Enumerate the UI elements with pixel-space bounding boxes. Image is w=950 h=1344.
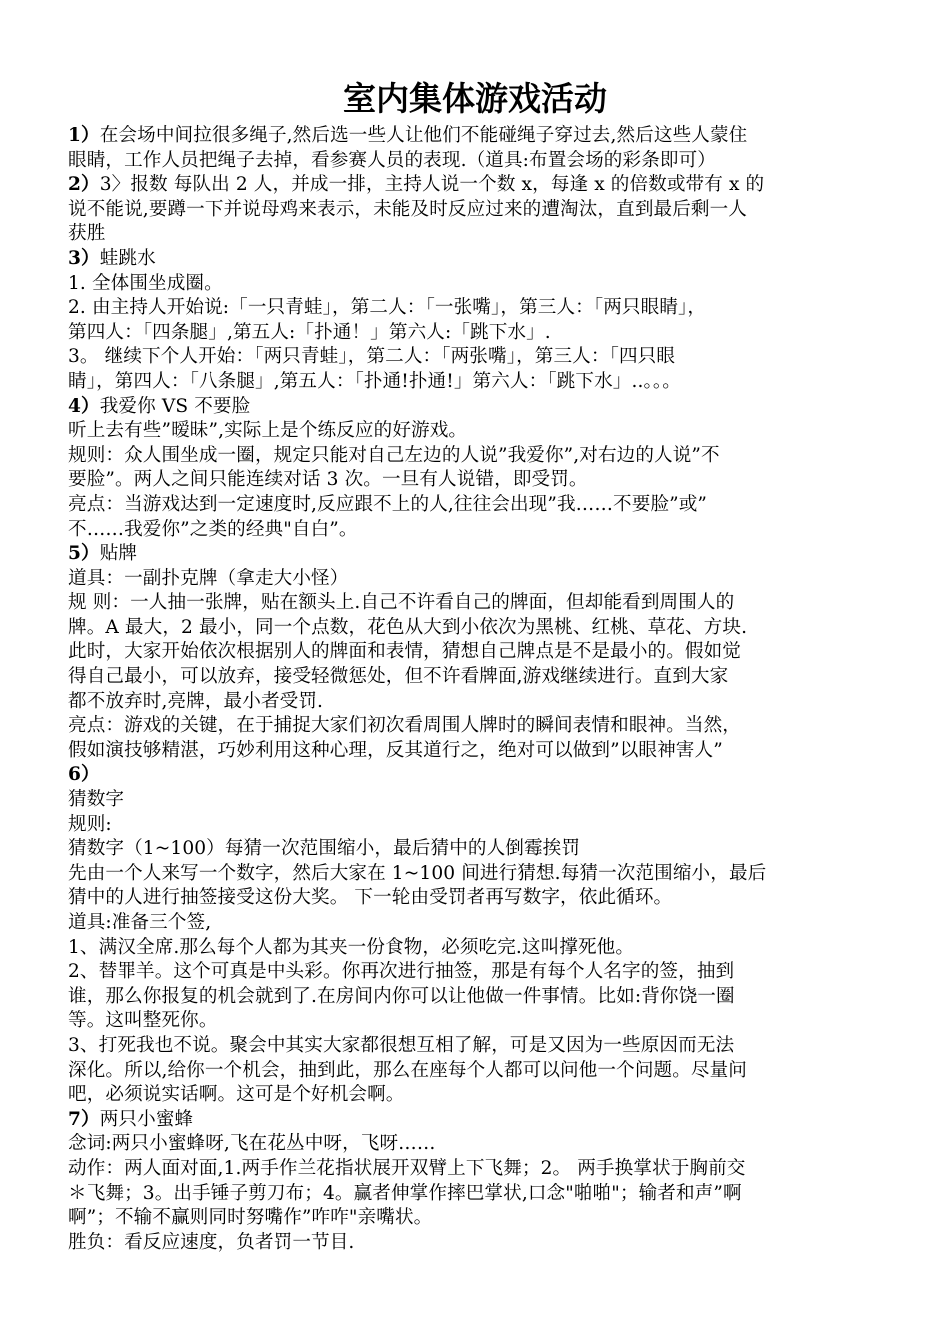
line-text: 深化。所以,给你一个机会，抽到此，那么在座每个人都可以问他一个问题。尽量问 [68, 1059, 747, 1081]
line-text: 第四人：「四条腿」,第五人:「扑通！」第六人:「跳下水」. [68, 321, 551, 343]
text-line [68, 345, 882, 370]
line-text: 规则：众人围坐成一圈，规定只能对自己左边的人说”我爱你”,对右边的人说”不 [68, 444, 720, 466]
text-line [68, 1206, 882, 1231]
line-text: 牌。A 最大，2 最小，同一个点数，花色从大到小依次为黑桃、红桃、草花、方块. [68, 616, 748, 638]
text-line [68, 567, 882, 592]
section-number: 3） [68, 247, 100, 269]
text-line [68, 222, 882, 247]
line-text: 猜数字（1~100）每猜一次范围缩小，最后猜中的人倒霉挨罚 [68, 838, 581, 860]
line-text: 我爱你 VS 不要脸 [99, 395, 251, 417]
text-line [68, 837, 882, 862]
text-line [68, 173, 882, 198]
line-text: 动作：两人面对面,1.两手作兰花指状展开双臂上下飞舞；2。 两手换掌状于胸前交 [68, 1157, 746, 1179]
text-line [68, 321, 882, 346]
line-text: 此时，大家开始依次根据别人的牌面和表情，猜想自己牌点是不是最小的。假如觉 [68, 641, 741, 663]
text-line [68, 272, 882, 297]
text-line [68, 1083, 882, 1108]
text-line [68, 591, 882, 616]
line-text: 啊”；不输不赢则同时努嘴作”咋咋"亲嘴状。 [68, 1207, 433, 1229]
text-line [68, 296, 882, 321]
text-line [68, 1231, 882, 1256]
line-text: 2、替罪羊。这个可真是中头彩。你再次进行抽签，那是有每个人名字的签，抽到 [68, 961, 735, 983]
text-line [68, 1157, 882, 1182]
text-line [68, 862, 882, 887]
line-text: 要脸”。两人之间只能连续对话 3 次。一旦有人说错，即受罚。 [68, 469, 588, 491]
text-line [68, 640, 882, 665]
line-text: 谁，那么你报复的机会就到了.在房间内你可以让他做一件事情。比如:背你饶一圈 [68, 985, 735, 1007]
text-line [68, 1009, 882, 1034]
text-line [68, 1059, 882, 1084]
text-line [68, 1182, 882, 1207]
text-line [68, 395, 882, 420]
line-text: 2. 由主持人开始说:「一只青蛙」，第二人：「一张嘴」，第三人：「两只眼睛」， [68, 297, 707, 319]
text-line [68, 1034, 882, 1059]
line-text: 蛙跳水 [99, 247, 156, 269]
text-line [68, 542, 882, 567]
line-text: 猜数字 [68, 789, 125, 811]
line-text: 假如演技够精湛，巧妙利用这种心理，反其道行之，绝对可以做到”以眼神害人” [68, 739, 723, 761]
text-line [68, 1132, 882, 1157]
line-text: 3〉报数 每队出 2 人，并成一排，主持人说一个数 x，每逢 x 的倍数或带有 x 的 [99, 174, 765, 196]
line-text: 道具：一副扑克牌（拿走大小怪） [68, 567, 349, 589]
text-line [68, 813, 882, 838]
text-line [68, 1108, 882, 1133]
text-line [68, 665, 882, 690]
line-text: 胜负：看反应速度，负者罚一节目. [68, 1231, 355, 1253]
line-text: 两只小蜜蜂 [99, 1108, 194, 1130]
line-text: 3、打死我也不说。聚会中其实大家都很想互相了解，可是又因为一些原因而无法 [68, 1034, 735, 1056]
line-text: 规 则：一人抽一张牌，贴在额头上.自己不许看自己的牌面，但却能看到周围人的 [68, 592, 735, 614]
line-text: 吧，必须说实话啊。这可是个好机会啊。 [68, 1084, 405, 1106]
line-text: 道具:准备三个签, [68, 912, 212, 933]
document-title: 室内集体游戏活动 [343, 79, 607, 118]
line-text: 听上去有些”暧昧”,实际上是个练反应的好游戏。 [68, 420, 468, 442]
line-text: 睛」，第四人：「八条腿」,第五人：「扑通!扑通!」第六人：「跳下水」..。。。 [68, 370, 681, 392]
text-line [68, 198, 882, 223]
text-line [68, 616, 882, 641]
line-text: 先由一个人来写一个数字，然后大家在 1~100 间进行猜想.每猜一次范围缩小，最后 [68, 862, 767, 884]
line-text: 1、满汉全席.那么每个人都为其夹一份食物，必须吃完.这叫撑死他。 [68, 936, 635, 958]
line-text: 获胜 [68, 223, 106, 245]
text-line [68, 690, 882, 715]
line-text: 等。这叫整死你。 [68, 1010, 218, 1032]
line-text: 念词:两只小蜜蜂呀,飞在花丛中呀，飞呀…… [68, 1133, 436, 1155]
text-line [68, 247, 882, 272]
text-line [68, 124, 882, 149]
text-line [68, 444, 882, 469]
line-text: 3。 继续下个人开始：「两只青蛙」，第二人：「两张嘴」，第三人：「四只眼 [68, 346, 676, 368]
section-number: 7） [68, 1108, 100, 1130]
line-text: 亮点：当游戏达到一定速度时,反应跟不上的人,往往会出现”我……不要脸”或” [68, 493, 708, 515]
line-text: 在会场中间拉很多绳子,然后选一些人让他们不能碰绳子穿过去,然后这些人蒙住 [99, 125, 748, 146]
line-text: 1. 全体围坐成圈。 [68, 272, 223, 294]
text-line [68, 149, 882, 174]
line-text: 都不放弃时,亮牌，最小者受罚. [68, 690, 324, 712]
section-number: 5） [68, 543, 100, 565]
line-text: 规则: [68, 813, 112, 835]
section-number: 1） [68, 125, 100, 146]
section-number: 2） [68, 174, 100, 196]
line-text: 得自己最小，可以放弃，接受轻微惩处，但不许看牌面,游戏继续进行。直到大家 [68, 666, 729, 688]
text-line [68, 960, 882, 985]
section-number: 4） [68, 395, 100, 417]
line-text: 亮点：游戏的关键，在于捕捉大家们初次看周围人牌时的瞬间表情和眼神。当然， [68, 715, 741, 737]
line-text: 贴牌 [99, 543, 138, 565]
text-line [68, 985, 882, 1010]
text-line [68, 788, 882, 813]
line-text: ＊飞舞；3。出手锤子剪刀布；4。赢者伸掌作摔巴掌状,口念"啪啪"；输者和声”啊 [68, 1182, 742, 1204]
text-line [68, 763, 882, 788]
text-line [68, 911, 882, 936]
text-line [68, 419, 882, 444]
text-line [68, 468, 882, 493]
text-line [68, 518, 882, 543]
document-body [68, 124, 882, 1255]
text-line [68, 739, 882, 764]
text-line [68, 493, 882, 518]
section-number: 6） [68, 764, 100, 786]
line-text: 眼睛，工作人员把绳子去掉，看参赛人员的表现.（道具:布置会场的彩条即可） [68, 149, 716, 171]
line-text: 猜中的人进行抽签接受这份大奖。 下一轮由受罚者再写数字，依此循环。 [68, 887, 673, 909]
text-line [68, 714, 882, 739]
text-line [68, 886, 882, 911]
text-line [68, 370, 882, 395]
text-line [68, 936, 882, 961]
line-text: 不……我爱你”之类的经典"自白”。 [68, 518, 358, 540]
line-text: 说不能说,要蹲一下并说母鸡来表示，未能及时反应过来的遭淘汰，直到最后剩一人 [68, 198, 747, 220]
